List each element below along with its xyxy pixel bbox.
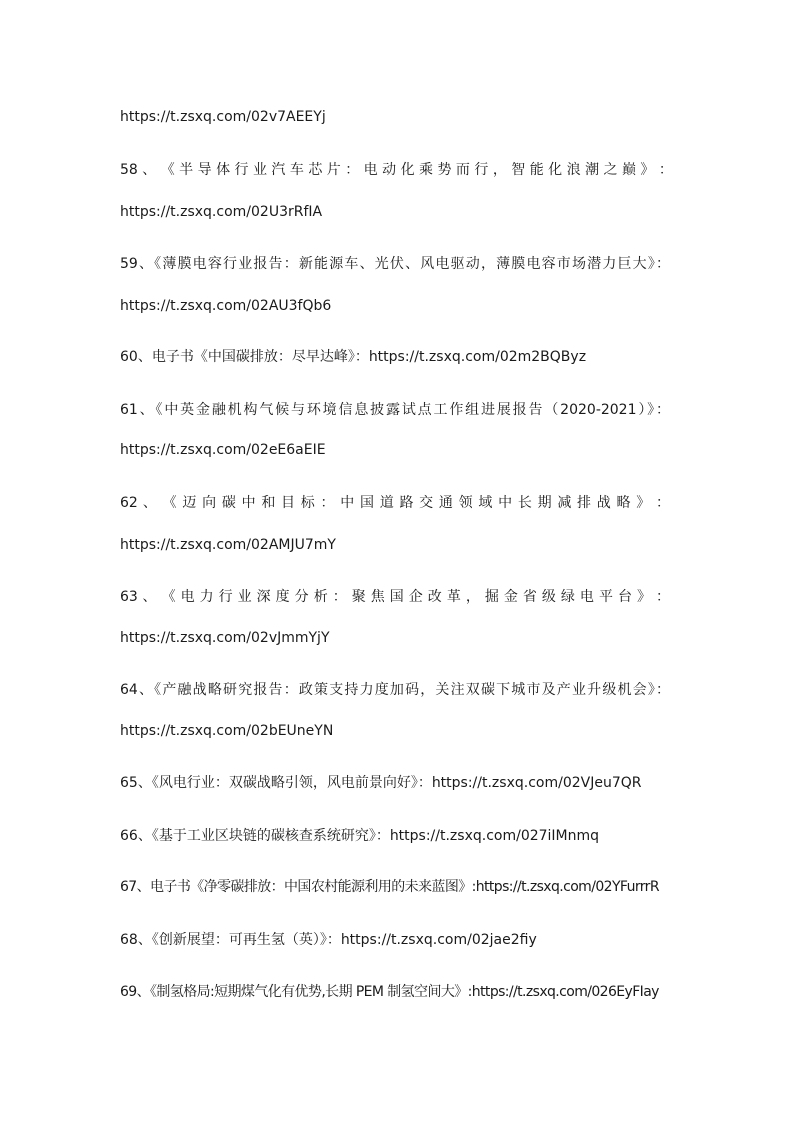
item-61-title: 61、《中英金融机构气候与环境信息披露试点工作组进展报告（2020-2021）》：: [120, 402, 670, 418]
link-line[interactable]: https://t.zsxq.com/02vJmmYjY: [120, 630, 330, 646]
item-62-title: 62 、 《 迈 向 碳 中 和 目 标 ： 中 国 道 路 交 通 领 域 中 长 期 减 排 战 略 》 ：: [120, 495, 670, 511]
item-59-title: 59、《薄膜电容行业报告：新能源车、光伏、风电驱动，薄膜电容市场潜力巨大》：: [120, 256, 670, 272]
link-line[interactable]: https://t.zsxq.com/02bEUneYN: [120, 723, 334, 739]
item-65[interactable]: 65、《风电行业：双碳战略引领，风电前景向好》：https://t.zsxq.com/02VJeu7QR: [120, 775, 642, 791]
item-69[interactable]: 69、《制氢格局:短期煤气化有优势,长期 PEM 制氢空间大》:https://t.zsxq.com/026EyFIay: [120, 984, 659, 1000]
link-line[interactable]: https://t.zsxq.com/02v7AEEYj: [120, 109, 326, 125]
item-58-title: 58 、 《 半 导 体 行 业 汽 车 芯 片 ： 电 动 化 乘 势 而 行 ， 智 能 化 浪 潮 之 巅 》 ：: [120, 162, 673, 178]
item-63-title: 63 、 《 电 力 行 业 深 度 分 析 ： 聚 焦 国 企 改 革 ， 掘 金 省 级 绿 电 平 台 》 ：: [120, 589, 670, 605]
link-line[interactable]: https://t.zsxq.com/02U3rRfIA: [120, 204, 323, 220]
item-68[interactable]: 68、《创新展望：可再生氢（英）》：https://t.zsxq.com/02jae2fiy: [120, 932, 537, 948]
link-line[interactable]: https://t.zsxq.com/02eE6aEIE: [120, 442, 326, 458]
link-line[interactable]: https://t.zsxq.com/02AMJU7mY: [120, 537, 336, 553]
item-66[interactable]: 66、《基于工业区块链的碳核查系统研究》：https://t.zsxq.com/027iIMnmq: [120, 828, 600, 844]
item-64-title: 64、《产融战略研究报告：政策支持力度加码，关注双碳下城市及产业升级机会》：: [120, 682, 670, 698]
link-line[interactable]: https://t.zsxq.com/02AU3fQb6: [120, 298, 332, 314]
item-60[interactable]: 60、电子书《中国碳排放：尽早达峰》：https://t.zsxq.com/02m2BQByz: [120, 349, 587, 365]
item-67[interactable]: 67、电子书《净零碳排放：中国农村能源利用的未来蓝图》:https://t.zsxq.com/02YFurrrR: [120, 879, 659, 895]
